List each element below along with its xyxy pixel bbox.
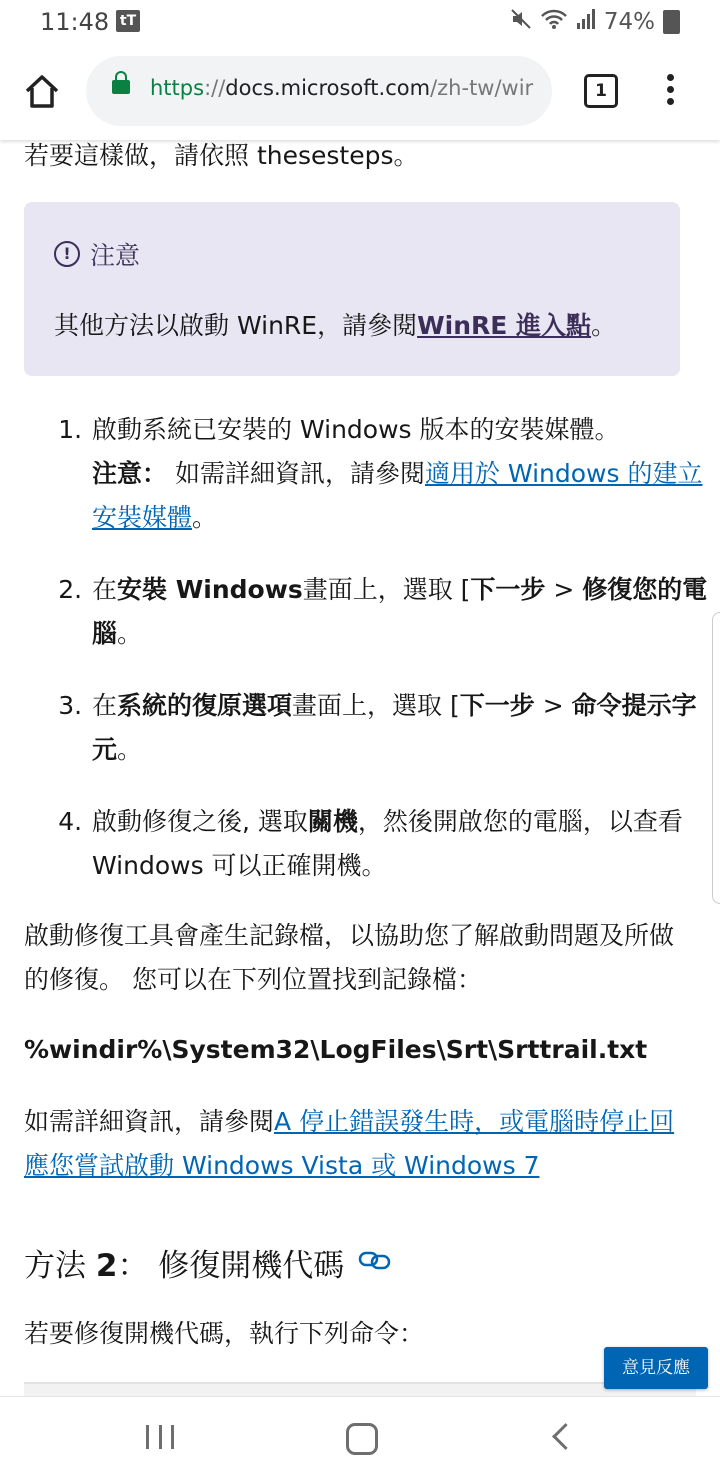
note-body: 其他方法以啟動 WinRE，請參閱WinRE 進入點。 [54, 311, 617, 340]
note-title: 注意 [90, 241, 141, 270]
app-notification-icon: tT [116, 10, 140, 32]
stop-error-link[interactable]: A 停止錯誤發生時，或電腦時停止回應您嘗試啟動 Windows Vista 或 Windows 7 [24, 1107, 675, 1180]
mute-icon [510, 8, 532, 35]
status-indicators [510, 8, 680, 35]
signal-icon [576, 8, 596, 35]
install-media-link[interactable]: 適用於 Windows 的建立安裝媒體 [92, 459, 703, 532]
list-item: 1. 啟動系統已安裝的 Windows 版本的安裝媒體。 注意： 如需詳細資訊，請參閱適用於 Windows 的建立安裝媒體。 [90, 408, 710, 540]
feedback-button[interactable]: 意見反應 [604, 1347, 708, 1389]
system-nav-bar [0, 1396, 720, 1481]
status-time: 11:48 [40, 8, 110, 36]
code-block [24, 1382, 696, 1396]
more-info-text: 如需詳細資訊，請參閱A 停止錯誤發生時，或電腦時停止回應您嘗試啟動 Windows Vista 或 Windows 7 [24, 1107, 675, 1180]
wifi-icon [540, 8, 568, 35]
list-item: 4. 啟動修復之後, 選取關機，然後開啟您的電腦，以查看 Windows 可以正確開機。 [90, 800, 710, 888]
log-description: 啟動修復工具會產生記錄檔，以協助您了解啟動問題及所做的修復。 您可以在下列位置找到記錄檔： [24, 921, 675, 994]
article-content [0, 140, 720, 1396]
battery-icon [663, 10, 680, 34]
nav-home-icon[interactable] [346, 1423, 378, 1455]
home-icon[interactable] [22, 72, 62, 112]
winre-entry-link[interactable]: WinRE 進入點 [417, 311, 592, 340]
note-header [54, 236, 140, 272]
permalink-icon[interactable] [358, 1248, 392, 1278]
back-icon[interactable] [552, 1423, 579, 1450]
browser-toolbar [0, 44, 720, 140]
intro-text: 若要這樣做，請依照 thesesteps。 [24, 141, 419, 170]
list-item: 3. 在系統的復原選項畫面上，選取 [下一步 > 命令提示字元。 [90, 684, 710, 772]
more-menu-icon[interactable] [660, 74, 680, 110]
status-bar [0, 0, 720, 44]
method-2-heading: 方法 2： 修復開機代碼 [24, 1240, 392, 1285]
tabs-icon[interactable]: 1 [584, 74, 618, 108]
url-text[interactable]: https://docs.microsoft.com/zh-tw/wir [150, 76, 534, 100]
recent-apps-icon[interactable] [146, 1425, 174, 1449]
battery-percent: 74% [603, 8, 655, 35]
address-bar[interactable] [86, 56, 552, 126]
note-callout [24, 202, 680, 376]
log-path: %windir%\System32\LogFiles\Srt\Srttrail.txt [24, 1035, 648, 1064]
edge-panel-handle[interactable] [712, 612, 720, 904]
steps-list [60, 408, 710, 916]
lock-icon [112, 80, 130, 94]
info-icon: ! [54, 241, 80, 267]
method-2-text: 若要修復開機代碼，執行下列命令： [24, 1319, 425, 1348]
list-item: 2. 在安裝 Windows畫面上，選取 [下一步 > 修復您的電腦。 [90, 568, 710, 656]
